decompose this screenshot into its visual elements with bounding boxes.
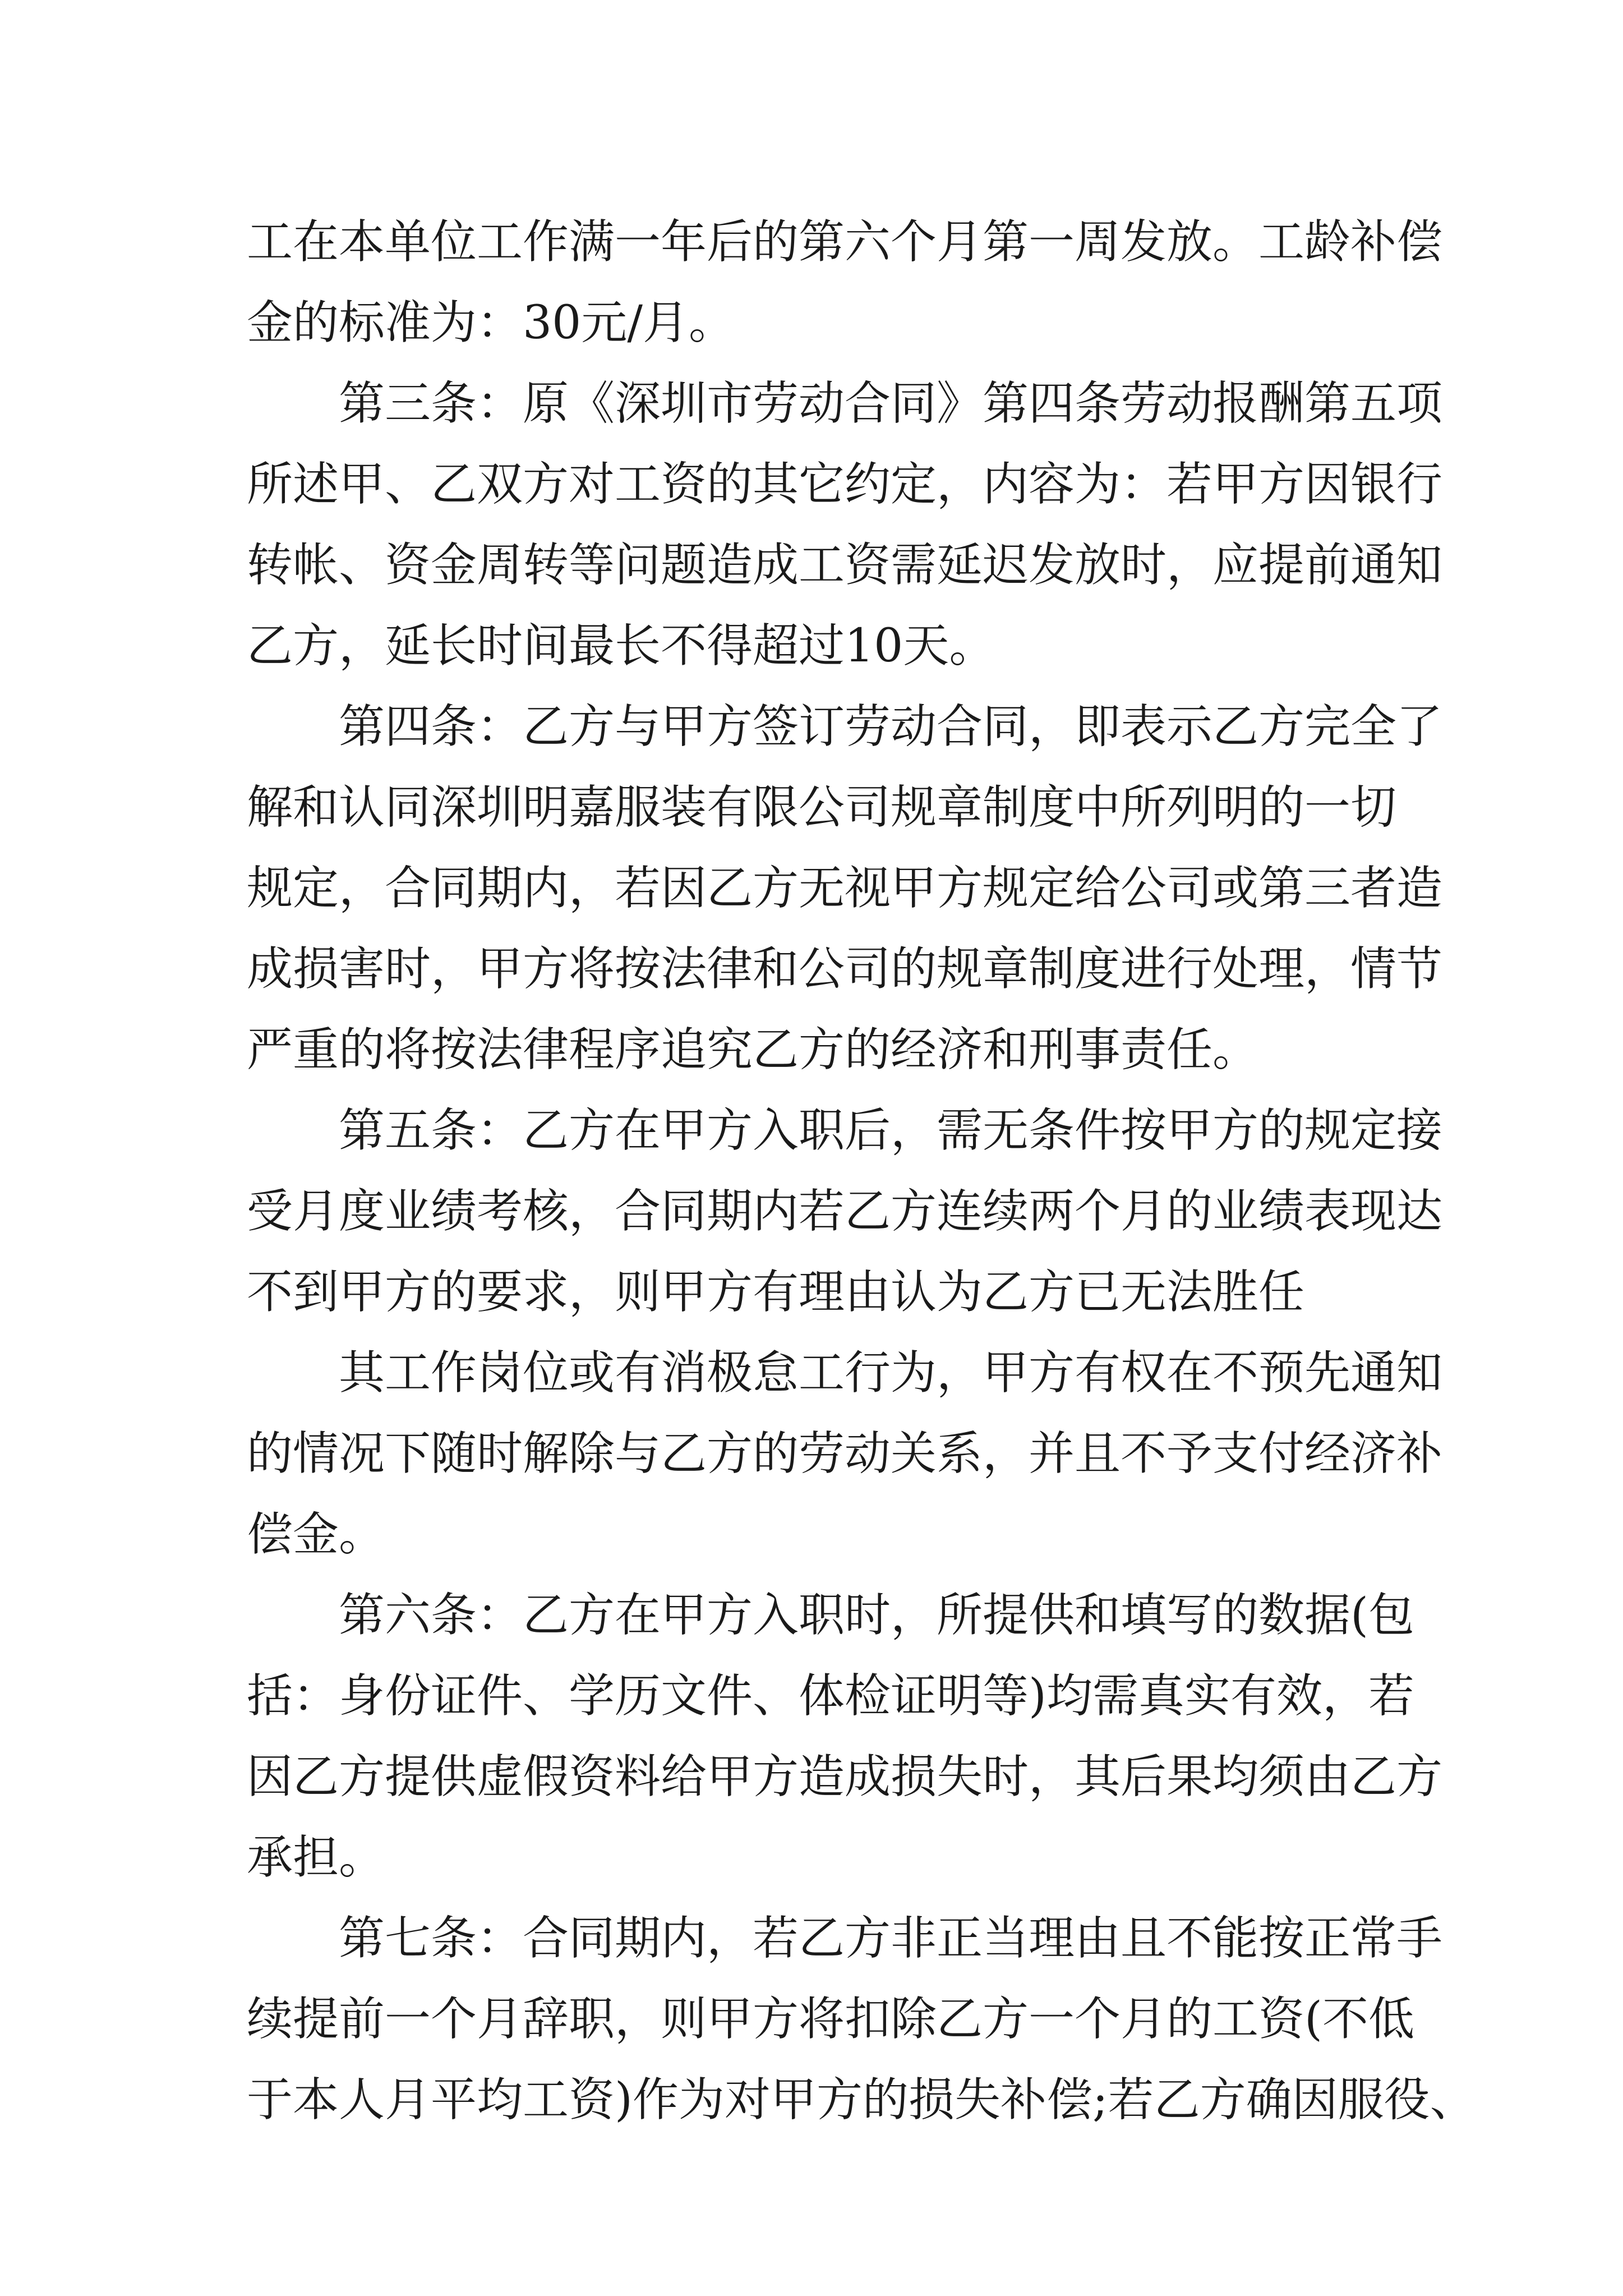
text-line: 成损害时，甲方将按法律和公司的规章制度进行处理，情节: [247, 942, 1443, 996]
text-line: 乙方，延长时间最长不得超过10天。: [247, 619, 995, 673]
text-line: 所述甲、乙双方对工资的其它约定，内容为：若甲方因银行: [247, 458, 1443, 511]
article-5-heading-line: 第五条：乙方在甲方入职后，需无条件按甲方的规定接: [339, 1104, 1443, 1157]
text-line: 受月度业绩考核，合同期内若乙方连续两个月的业绩表现达: [247, 1185, 1443, 1238]
article-3-heading-line: 第三条：原《深圳市劳动合同》第四条劳动报酬第五项: [339, 377, 1443, 430]
text-line: 不到甲方的要求，则甲方有理由认为乙方已无法胜任: [247, 1266, 1305, 1319]
text-line: 承担。: [247, 1831, 385, 1884]
text-line: 工在本单位工作满一年后的第六个月第一周发放。工龄补偿: [247, 215, 1443, 269]
document-body: [247, 202, 1476, 2141]
text-line: 因乙方提供虚假资料给甲方造成损失时，其后果均须由乙方: [247, 1750, 1443, 1803]
article-7-heading-line: 第七条：合同期内，若乙方非正当理由且不能按正常手: [339, 1912, 1443, 1965]
text-line: 金的标准为：30元/月。: [247, 296, 735, 349]
text-line: 的情况下随时解除与乙方的劳动关系，并且不予支付经济补: [247, 1427, 1443, 1480]
article-4-heading-line: 第四条：乙方与甲方签订劳动合同，即表示乙方完全了: [339, 700, 1443, 753]
text-line: 偿金。: [247, 1508, 385, 1561]
text-line: 括：身份证件、学历文件、体检证明等)均需真实有效，若: [247, 1669, 1414, 1723]
article-6-heading-line: 第六条：乙方在甲方入职时，所提供和填写的数据(包: [339, 1589, 1414, 1642]
text-line: 解和认同深圳明嘉服装有限公司规章制度中所列明的一切: [247, 781, 1397, 834]
text-line: 转帐、资金周转等问题造成工资需延迟发放时，应提前通知: [247, 539, 1443, 592]
text-line-indented: 其工作岗位或有消极怠工行为，甲方有权在不预先通知: [339, 1346, 1443, 1400]
text-line: 续提前一个月辞职，则甲方将扣除乙方一个月的工资(不低: [247, 1993, 1414, 2046]
text-line: 规定，合同期内，若因乙方无视甲方规定给公司或第三者造: [247, 862, 1443, 915]
text-line: 于本人月平均工资)作为对甲方的损失补偿;若乙方确因服役、: [247, 2073, 1476, 2127]
text-line: 严重的将按法律程序追究乙方的经济和刑事责任。: [247, 1023, 1259, 1076]
